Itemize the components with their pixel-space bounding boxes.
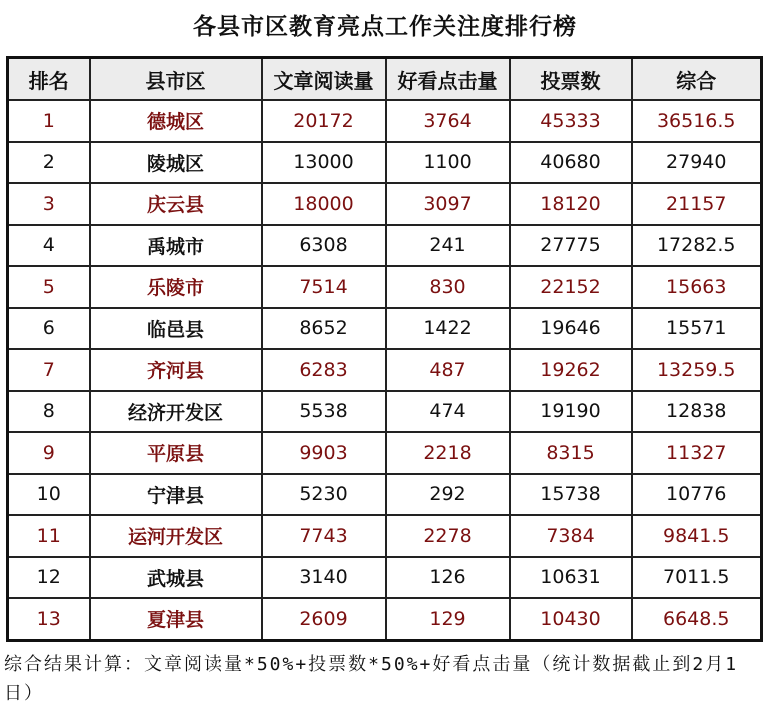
- table-row: [8, 308, 762, 350]
- votes-cell: 19190: [510, 391, 632, 433]
- total-cell: 12838: [632, 391, 762, 433]
- county-cell: 齐河县: [90, 349, 262, 391]
- total-cell: 6648.5: [632, 598, 762, 640]
- likes-cell: 3764: [386, 100, 510, 142]
- reads-cell: 8652: [262, 308, 386, 350]
- reads-cell: 7743: [262, 515, 386, 557]
- table-row: [8, 225, 762, 267]
- page-title: 各县市区教育亮点工作关注度排行榜: [193, 14, 577, 40]
- rank-cell: 10: [8, 474, 90, 516]
- table-row: [8, 100, 762, 142]
- table-row: [8, 391, 762, 433]
- likes-cell: 292: [386, 474, 510, 516]
- rank-cell: 4: [8, 225, 90, 267]
- votes-cell: 19646: [510, 308, 632, 350]
- likes-cell: 487: [386, 349, 510, 391]
- total-cell: 15663: [632, 266, 762, 308]
- county-cell: 宁津县: [90, 474, 262, 516]
- reads-cell: 5230: [262, 474, 386, 516]
- total-cell: 15571: [632, 308, 762, 350]
- county-cell: 禹城市: [90, 225, 262, 267]
- table-header-row: [8, 58, 762, 101]
- total-cell: 27940: [632, 142, 762, 184]
- total-cell: 13259.5: [632, 349, 762, 391]
- votes-cell: 10631: [510, 557, 632, 599]
- table-row: [8, 598, 762, 640]
- rank-cell: 9: [8, 432, 90, 474]
- rank-cell: 7: [8, 349, 90, 391]
- header-county: 县市区: [90, 58, 262, 101]
- likes-cell: 129: [386, 598, 510, 640]
- likes-cell: 1422: [386, 308, 510, 350]
- rank-cell: 3: [8, 183, 90, 225]
- table-row: [8, 349, 762, 391]
- rank-cell: 8: [8, 391, 90, 433]
- table-row: [8, 515, 762, 557]
- reads-cell: 6308: [262, 225, 386, 267]
- calculation-footnote: 综合结果计算：文章阅读量*50%+投票数*50%+好看点击量（统计数据截止到2月1日）: [4, 654, 739, 704]
- header-likes: 好看点击量: [386, 58, 510, 101]
- likes-cell: 830: [386, 266, 510, 308]
- reads-cell: 6283: [262, 349, 386, 391]
- votes-cell: 45333: [510, 100, 632, 142]
- rank-cell: 2: [8, 142, 90, 184]
- rank-cell: 5: [8, 266, 90, 308]
- likes-cell: 126: [386, 557, 510, 599]
- reads-cell: 2609: [262, 598, 386, 640]
- rank-cell: 12: [8, 557, 90, 599]
- likes-cell: 241: [386, 225, 510, 267]
- table-row: [8, 183, 762, 225]
- total-cell: 21157: [632, 183, 762, 225]
- votes-cell: 8315: [510, 432, 632, 474]
- likes-cell: 474: [386, 391, 510, 433]
- likes-cell: 3097: [386, 183, 510, 225]
- total-cell: 36516.5: [632, 100, 762, 142]
- reads-cell: 9903: [262, 432, 386, 474]
- rank-cell: 13: [8, 598, 90, 640]
- votes-cell: 7384: [510, 515, 632, 557]
- header-total: 综合: [632, 58, 762, 101]
- reads-cell: 13000: [262, 142, 386, 184]
- header-votes: 投票数: [510, 58, 632, 101]
- likes-cell: 2278: [386, 515, 510, 557]
- votes-cell: 15738: [510, 474, 632, 516]
- county-cell: 陵城区: [90, 142, 262, 184]
- votes-cell: 10430: [510, 598, 632, 640]
- votes-cell: 18120: [510, 183, 632, 225]
- total-cell: 17282.5: [632, 225, 762, 267]
- table-row: [8, 557, 762, 599]
- table-row: [8, 266, 762, 308]
- rank-cell: 11: [8, 515, 90, 557]
- ranking-table: [6, 56, 763, 642]
- county-cell: 平原县: [90, 432, 262, 474]
- reads-cell: 7514: [262, 266, 386, 308]
- votes-cell: 19262: [510, 349, 632, 391]
- votes-cell: 40680: [510, 142, 632, 184]
- table-row: [8, 142, 762, 184]
- votes-cell: 27775: [510, 225, 632, 267]
- county-cell: 德城区: [90, 100, 262, 142]
- total-cell: 7011.5: [632, 557, 762, 599]
- rank-cell: 1: [8, 100, 90, 142]
- county-cell: 庆云县: [90, 183, 262, 225]
- county-cell: 武城县: [90, 557, 262, 599]
- header-rank: 排名: [8, 58, 90, 101]
- rank-cell: 6: [8, 308, 90, 350]
- header-reads: 文章阅读量: [262, 58, 386, 101]
- votes-cell: 22152: [510, 266, 632, 308]
- likes-cell: 2218: [386, 432, 510, 474]
- county-cell: 夏津县: [90, 598, 262, 640]
- county-cell: 乐陵市: [90, 266, 262, 308]
- total-cell: 10776: [632, 474, 762, 516]
- reads-cell: 20172: [262, 100, 386, 142]
- table-row: [8, 432, 762, 474]
- total-cell: 9841.5: [632, 515, 762, 557]
- table-row: [8, 474, 762, 516]
- reads-cell: 5538: [262, 391, 386, 433]
- county-cell: 运河开发区: [90, 515, 262, 557]
- reads-cell: 18000: [262, 183, 386, 225]
- reads-cell: 3140: [262, 557, 386, 599]
- county-cell: 经济开发区: [90, 391, 262, 433]
- total-cell: 11327: [632, 432, 762, 474]
- likes-cell: 1100: [386, 142, 510, 184]
- county-cell: 临邑县: [90, 308, 262, 350]
